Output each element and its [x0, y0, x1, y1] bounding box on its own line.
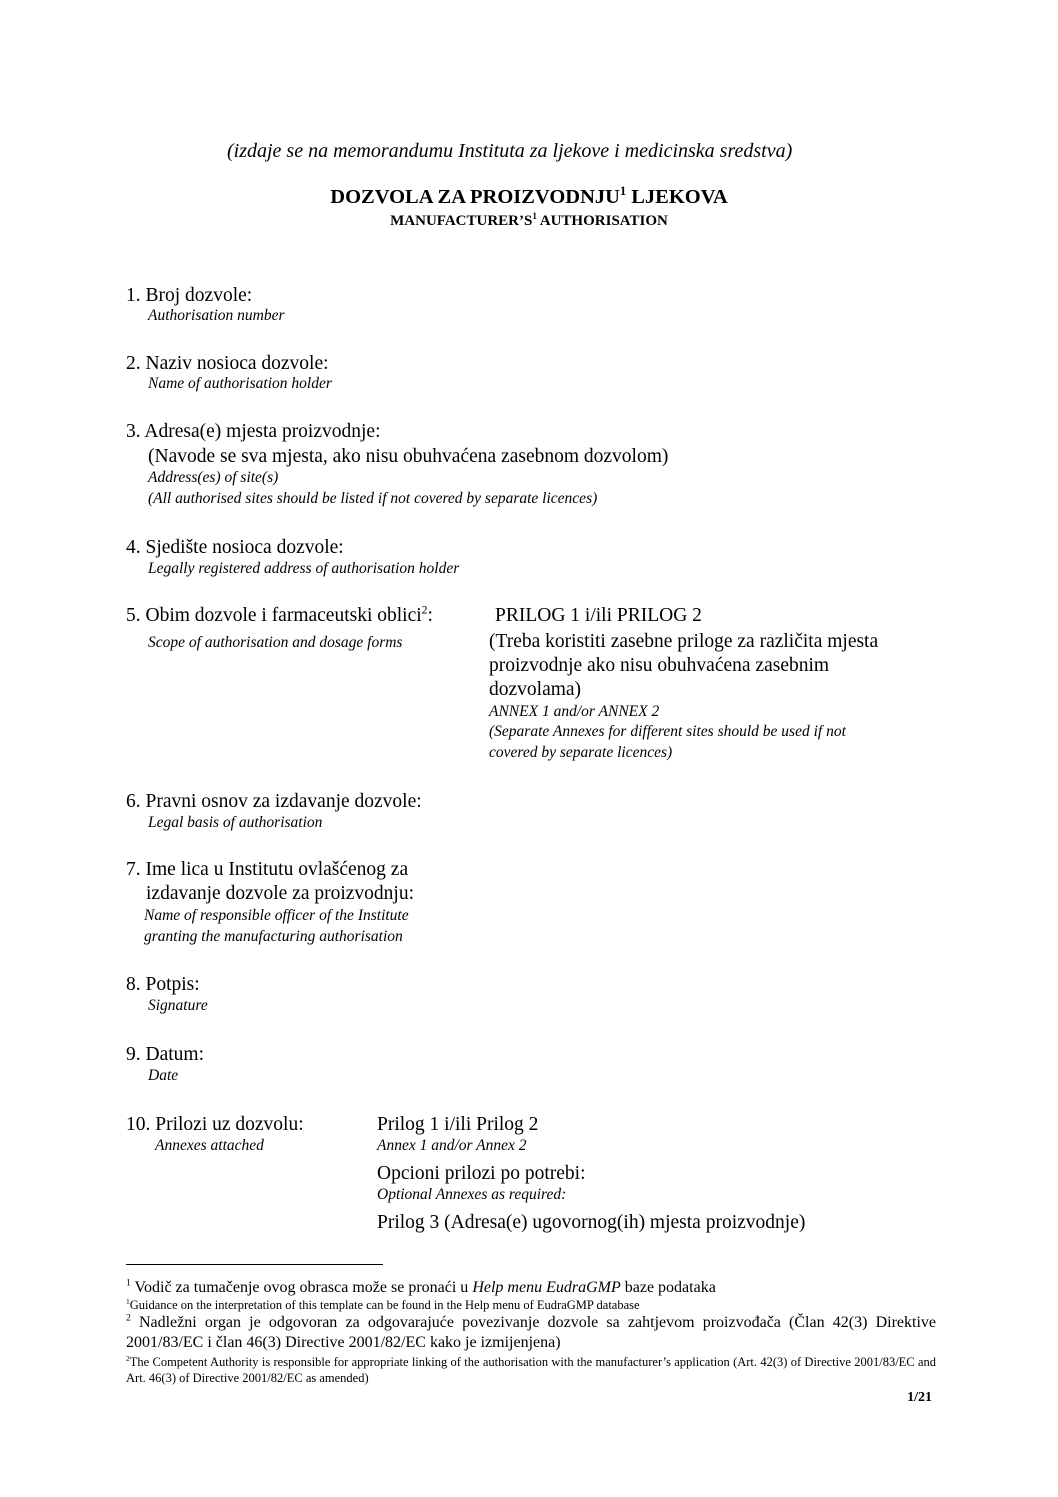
footnote-1-text-end: baze podataka	[620, 1279, 716, 1296]
item-5-value-note-line-1: (Treba koristiti zasebne priloge za različita mjesta	[489, 631, 879, 652]
item-10-english: Annexes attached	[155, 1137, 264, 1154]
footnote-2-english-number: 2	[126, 1353, 130, 1363]
item-5-label-colon: :	[427, 605, 433, 626]
item-7-label-line-1: 7. Ime lica u Institutu ovlašćenog za	[126, 859, 409, 880]
item-8-english: Signature	[148, 997, 208, 1014]
item-4-label: 4. Sjedište nosioca dozvole:	[126, 537, 344, 558]
item-10-value-1: Prilog 1 i/ili Prilog 2	[377, 1114, 539, 1135]
footnote-1-italic: Help menu EudraGMP	[472, 1279, 621, 1296]
item-10-value-2: Opcioni prilozi po potrebi:	[377, 1163, 586, 1184]
item-10-label: 10. Prilozi uz dozvolu:	[126, 1114, 304, 1135]
footnote-1-english-text: Guidance on the interpretation of this template can be found in the Help menu of EudraGMP database	[129, 1298, 640, 1312]
item-3-note: (Navode se sva mjesta, ako nisu obuhvaćena zasebnom dozvolom)	[148, 446, 669, 467]
item-5-value: PRILOG 1 i/ili PRILOG 2	[495, 605, 702, 626]
item-6-label: 6. Pravni osnov za izdavanje dozvole:	[126, 791, 422, 812]
footnote-2-number: 2	[126, 1312, 131, 1324]
document-title	[0, 186, 1058, 209]
footnote-1-text: Vodič za tumačenje ovog obrasca može se pronaći u	[130, 1279, 473, 1296]
item-5-value-english-note-line-1: (Separate Annexes for different sites should be used if not	[489, 723, 846, 740]
subtitle-text: MANUFACTURER’S	[390, 213, 533, 229]
footnote-2-text: Nadležni organ je odgovoran za odgovarajuće povezivanje dozvole sa zahtjevom proizvođača (Član 42(3) Direktive 2001/83/EC i član 46(3) Directive 2001/82/EC kako je izmijenjena)	[126, 1314, 936, 1351]
page-number: 1/21	[907, 1390, 932, 1405]
item-7-english-line-2: granting the manufacturing authorisation	[144, 928, 403, 945]
footnote-1	[126, 1278, 716, 1298]
footnote-2-english	[126, 1354, 936, 1386]
footnote-1-number: 1	[126, 1277, 131, 1289]
item-10-value-1-english: Annex 1 and/or Annex 2	[377, 1137, 527, 1154]
document-subtitle	[0, 213, 1058, 230]
item-9-label: 9. Datum:	[126, 1044, 204, 1065]
title-main-end: LJEKOVA	[626, 186, 728, 208]
item-5-footnote-ref: 2	[421, 603, 428, 617]
item-6-english: Legal basis of authorisation	[148, 814, 323, 831]
header-note: (izdaje se na memorandumu Instituta za ljekove i medicinska sredstva)	[227, 140, 793, 162]
footnote-1-english	[126, 1297, 640, 1313]
item-7-label-line-2: izdavanje dozvole za proizvodnju:	[146, 883, 415, 904]
item-4-english: Legally registered address of authorisation holder	[148, 560, 460, 577]
item-1-english: Authorisation number	[148, 307, 285, 324]
item-3-english-note: (All authorised sites should be listed if not covered by separate licences)	[148, 490, 598, 507]
item-10-value-3: Prilog 3 (Adresa(e) ugovornog(ih) mjesta proizvodnje)	[377, 1212, 806, 1233]
footnote-2	[126, 1313, 936, 1353]
item-5-label-text: 5. Obim dozvole i farmaceutski oblici	[126, 605, 422, 626]
item-5-value-english: ANNEX 1 and/or ANNEX 2	[489, 703, 660, 720]
item-3-label: 3. Adresa(e) mjesta proizvodnje:	[126, 421, 381, 442]
item-5-value-english-note-line-2: covered by separate licences)	[489, 744, 673, 761]
item-9-english: Date	[148, 1067, 179, 1084]
footnote-1-english-number: 1	[126, 1296, 130, 1306]
item-5-value-note-line-3: dozvolama)	[489, 679, 582, 700]
subtitle-footnote-ref: 1	[532, 211, 537, 221]
footnote-separator	[126, 1264, 383, 1265]
item-5-english: Scope of authorisation and dosage forms	[148, 634, 403, 651]
subtitle-end: AUTHORISATION	[536, 213, 668, 229]
item-5-value-note-line-2: proizvodnje ako nisu obuhvaćena zasebnim	[489, 655, 830, 676]
item-8-label: 8. Potpis:	[126, 974, 200, 995]
item-2-english: Name of authorisation holder	[148, 375, 332, 392]
item-3-english: Address(es) of site(s)	[148, 469, 279, 486]
item-1-label: 1. Broj dozvole:	[126, 285, 253, 306]
title-main-text: DOZVOLA ZA PROIZVODNJU	[330, 186, 620, 208]
footnote-2-english-text: The Competent Authority is responsible for appropriate linking of the authorisation with the manufacturer’s application (Art. 42(3) of Directive 2001/83/EC and Art. 46(3) of Directive 2001/82/EC as amended)	[126, 1355, 936, 1385]
item-7-english-line-1: Name of responsible officer of the Institute	[144, 907, 409, 924]
item-10-value-2-english: Optional Annexes as required:	[377, 1186, 567, 1203]
title-footnote-ref: 1	[619, 184, 627, 199]
item-5-label	[126, 604, 433, 628]
item-2-label: 2. Naziv nosioca dozvole:	[126, 353, 329, 374]
